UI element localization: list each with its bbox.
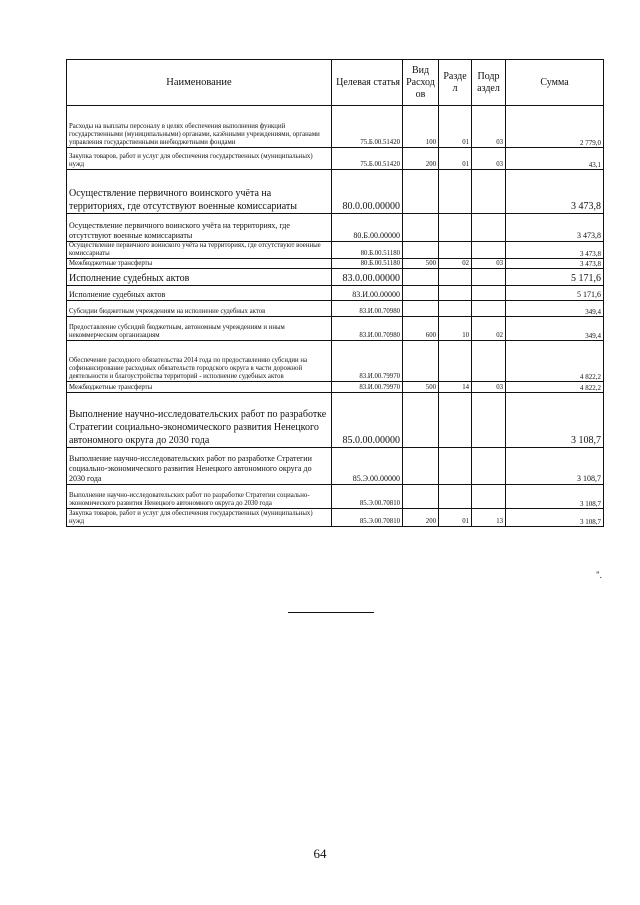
cell-article: 85.Э.00.70810: [332, 509, 403, 527]
cell-article: 80.Б.00.51180: [332, 242, 403, 259]
cell-amount: 349,4: [506, 301, 604, 317]
table-row: [67, 214, 604, 242]
cell-name: Закупка товаров, работ и услуг для обеспечения государственных (муниципальных) нужд: [67, 148, 332, 170]
cell-subsection: 03: [472, 106, 506, 148]
cell-article: 83.И.00.79970: [332, 341, 403, 382]
cell-section: [439, 393, 472, 448]
signature-line: [288, 612, 374, 613]
cell-amount: 3 473,8: [506, 259, 604, 269]
cell-subsection: [472, 286, 506, 301]
cell-name: Предоставление субсидий бюджетным, автономным учреждениям и иным некоммерческим организациям: [67, 317, 332, 341]
header-section: Разде л: [439, 60, 472, 106]
table-row: [67, 485, 604, 509]
table-row: [67, 259, 604, 269]
cell-article: 83.И.00.00000: [332, 286, 403, 301]
table-row: [67, 448, 604, 485]
cell-subsection: [472, 242, 506, 259]
table-row: [67, 341, 604, 382]
cell-expense-type: [403, 341, 439, 382]
cell-name: Выполнение научно-исследовательских работ по разработке Стратегии социально-экономического развития Ненецкого автономного округа до 2030 года: [67, 448, 332, 485]
table-row: [67, 148, 604, 170]
cell-amount: 3 108,7: [506, 485, 604, 509]
cell-article: 80.0.00.00000: [332, 170, 403, 214]
cell-name: Межбюджетные трансферты: [67, 259, 332, 269]
cell-subsection: [472, 170, 506, 214]
header-name: Наименование: [67, 60, 332, 106]
closing-quote: ".: [596, 570, 602, 580]
cell-section: 01: [439, 509, 472, 527]
cell-amount: 43,1: [506, 148, 604, 170]
cell-subsection: 13: [472, 509, 506, 527]
cell-amount: 349,4: [506, 317, 604, 341]
cell-expense-type: [403, 301, 439, 317]
cell-expense-type: 200: [403, 148, 439, 170]
cell-section: [439, 485, 472, 509]
cell-name: Осуществление первичного воинского учёта на территориях, где отсутствуют военные комиссариаты: [67, 170, 332, 214]
cell-section: [439, 170, 472, 214]
header-amount: Сумма: [506, 60, 604, 106]
cell-subsection: 03: [472, 148, 506, 170]
cell-section: 10: [439, 317, 472, 341]
cell-expense-type: [403, 448, 439, 485]
header-expense-type: Вид Расход ов: [403, 60, 439, 106]
table-row: [67, 286, 604, 301]
cell-section: [439, 341, 472, 382]
cell-name: Осуществление первичного воинского учёта на территориях, где отсутствуют военные комиссариаты: [67, 214, 332, 242]
cell-amount: 3 108,7: [506, 448, 604, 485]
cell-article: 85.Э.00.00000: [332, 448, 403, 485]
cell-name: Выполнение научно-исследовательских работ по разработке Стратегии социально-экономического развития Ненецкого автономного округа до 2030 года: [67, 485, 332, 509]
cell-expense-type: 500: [403, 382, 439, 393]
cell-expense-type: [403, 286, 439, 301]
table-row: [67, 170, 604, 214]
cell-section: [439, 269, 472, 286]
cell-section: 01: [439, 148, 472, 170]
header-subsection: Подр аздел: [472, 60, 506, 106]
cell-amount: 3 473,8: [506, 170, 604, 214]
table-row: [67, 301, 604, 317]
cell-article: 83.И.00.70980: [332, 317, 403, 341]
header-article: Целевая статья: [332, 60, 403, 106]
cell-subsection: 03: [472, 382, 506, 393]
cell-expense-type: [403, 214, 439, 242]
cell-subsection: 03: [472, 259, 506, 269]
table-header-row: [67, 60, 604, 106]
cell-name: Межбюджетные трансферты: [67, 382, 332, 393]
cell-subsection: [472, 301, 506, 317]
page-number: 64: [313, 846, 327, 861]
cell-article: 85.Э.00.70810: [332, 485, 403, 509]
cell-name: Исполнение судебных актов: [67, 269, 332, 286]
cell-article: 80.Б.00.51180: [332, 259, 403, 269]
cell-expense-type: 500: [403, 259, 439, 269]
table-row: [67, 509, 604, 527]
cell-section: 01: [439, 106, 472, 148]
cell-expense-type: [403, 485, 439, 509]
cell-article: 83.И.00.79970: [332, 382, 403, 393]
table-row: [67, 269, 604, 286]
cell-article: 75.Б.00.51420: [332, 148, 403, 170]
cell-expense-type: 200: [403, 509, 439, 527]
cell-expense-type: 600: [403, 317, 439, 341]
cell-amount: 4 822,2: [506, 341, 604, 382]
table-body: [67, 106, 604, 527]
cell-amount: 2 779,0: [506, 106, 604, 148]
cell-article: 80.Б.00.00000: [332, 214, 403, 242]
cell-name: Закупка товаров, работ и услуг для обеспечения государственных (муниципальных) нужд: [67, 509, 332, 527]
cell-amount: 3 473,8: [506, 242, 604, 259]
cell-name: Осуществление первичного воинского учёта на территориях, где отсутствуют военные комиссариаты: [67, 242, 332, 259]
cell-article: 83.0.00.00000: [332, 269, 403, 286]
table-row: [67, 242, 604, 259]
cell-subsection: [472, 214, 506, 242]
cell-amount: 4 822,2: [506, 382, 604, 393]
cell-article: 85.0.00.00000: [332, 393, 403, 448]
cell-section: [439, 286, 472, 301]
cell-expense-type: 100: [403, 106, 439, 148]
cell-section: [439, 448, 472, 485]
cell-expense-type: [403, 170, 439, 214]
budget-table: [66, 59, 604, 527]
table-row: [67, 317, 604, 341]
cell-section: [439, 242, 472, 259]
table-row: [67, 382, 604, 393]
cell-subsection: [472, 341, 506, 382]
cell-subsection: [472, 448, 506, 485]
cell-subsection: [472, 485, 506, 509]
cell-amount: 3 108,7: [506, 509, 604, 527]
cell-name: Субсидии бюджетным учреждениям на исполнение судебных актов: [67, 301, 332, 317]
cell-article: 83.И.00.70980: [332, 301, 403, 317]
cell-section: [439, 214, 472, 242]
cell-subsection: [472, 269, 506, 286]
cell-subsection: 02: [472, 317, 506, 341]
cell-amount: 5 171,6: [506, 269, 604, 286]
cell-article: 75.Б.00.51420: [332, 106, 403, 148]
cell-subsection: [472, 393, 506, 448]
cell-amount: 5 171,6: [506, 286, 604, 301]
cell-amount: 3 108,7: [506, 393, 604, 448]
cell-section: [439, 301, 472, 317]
cell-name: Исполнение судебных актов: [67, 286, 332, 301]
cell-amount: 3 473,8: [506, 214, 604, 242]
cell-expense-type: [403, 393, 439, 448]
cell-expense-type: [403, 242, 439, 259]
cell-name: Расходы на выплаты персоналу в целях обеспечения выполнения функций государственными (муниципальными) органами, казёнными учреждениями, органами управления государственными внебюджетными фондами: [67, 106, 332, 148]
table-row: [67, 393, 604, 448]
table-row: [67, 106, 604, 148]
cell-section: 14: [439, 382, 472, 393]
cell-name: Выполнение научно-исследовательских работ по разработке Стратегии социально-экономического развития Ненецкого автономного округа до 2030 года: [67, 393, 332, 448]
cell-section: 02: [439, 259, 472, 269]
cell-name: Обеспечение расходного обязательства 2014 года по предоставлению субсидии на софинансирование расходных обязательств городского округа в части дорожной деятельности и благоустройства территорий - исполнение судебных актов: [67, 341, 332, 382]
cell-expense-type: [403, 269, 439, 286]
